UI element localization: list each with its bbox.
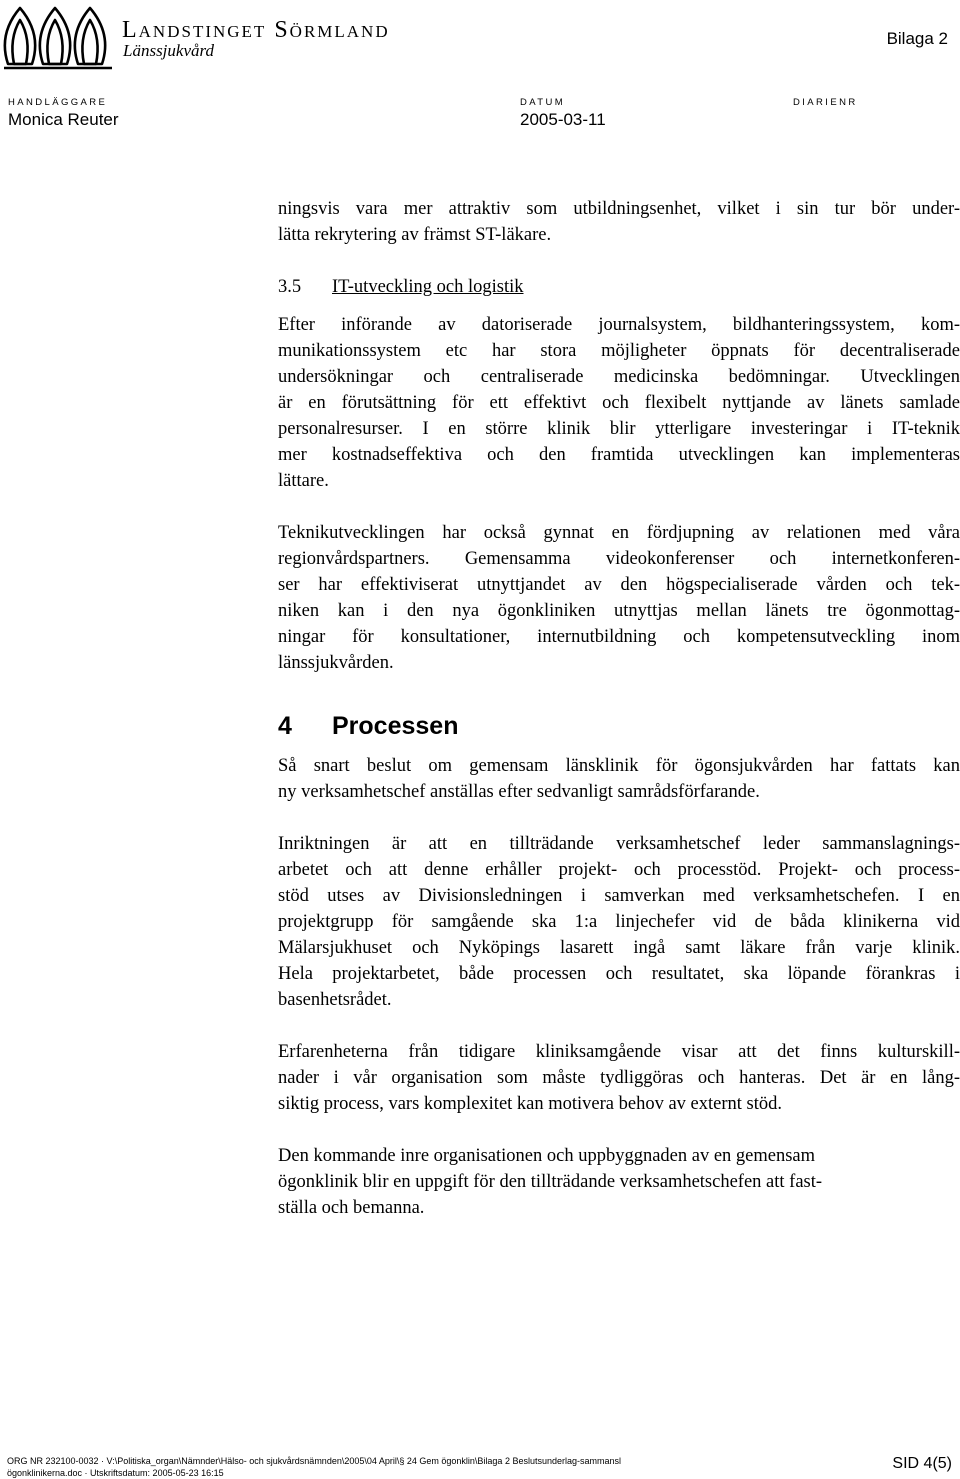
text-line: lätta rekrytering av främst ST-läkare. <box>278 225 552 245</box>
paragraph <box>278 196 960 248</box>
text-line: siktig process, vars komplexitet kan motivera behov av externt stöd. <box>278 1094 783 1114</box>
page-number: SID 4(5) <box>892 1455 952 1472</box>
text-line: ningsvis vara mer attraktiv som utbildningsenhet, vilket i sin tur bör under- <box>278 199 960 219</box>
text-line: personalresurser. I en större klinik blir ytterligare investeringar i IT-teknik <box>278 419 960 439</box>
text-line: arbetet och att denne erhåller projekt- och processtöd. Projekt- och process- <box>278 860 960 880</box>
division-name: Länssjukvård <box>123 41 214 60</box>
text-line: Hela projektarbetet, både processen och resultatet, ska löpande förankras i <box>278 964 960 984</box>
text-line: Teknikutvecklingen har också gynnat en fördjupning av relationen med våra <box>278 523 960 543</box>
handler-value: Monica Reuter <box>8 110 119 129</box>
text-line: Efter införande av datoriserade journalsystem, bildhanteringssystem, kom- <box>278 315 960 335</box>
text-line: nader i vår organisation som måste tydliggöras och hanteras. Det är en lång- <box>278 1068 960 1088</box>
text-line: Inriktningen är att en tillträdande verksamhetschef leder sammanslagnings- <box>278 834 960 854</box>
text-line: ställa och bemanna. <box>278 1198 425 1218</box>
text-line: basenhetsrådet. <box>278 990 392 1010</box>
organization-name: Landstinget Sörmland <box>122 17 390 43</box>
paragraph <box>278 520 960 676</box>
registry-label: DIARIENR <box>793 97 858 108</box>
text-line: munikationssystem etc har stora möjligheter öppnats för decentraliserade <box>278 341 960 361</box>
date-value: 2005-03-11 <box>520 110 606 129</box>
chapter-title: Processen <box>332 712 459 740</box>
chapter-heading <box>278 710 960 742</box>
text-line: Den kommande inre organisationen och uppbyggnaden av en gemensam <box>278 1146 816 1166</box>
text-line: är en förutsättning för ett effektivt och flexibelt nyttjande av länets samlade <box>278 393 960 413</box>
paragraph <box>278 1039 960 1117</box>
text-line: ny verksamhetschef anställas efter sedvanligt samrådsförfarande. <box>278 782 760 802</box>
text-line: projektgrupp för samgående ska 1:a linjechefer vid de båda klinikerna vid <box>278 912 960 932</box>
landstinget-logo <box>2 2 114 72</box>
text-line: Erfarenheterna från tidigare kliniksamgående visar att det finns kulturskill- <box>278 1042 960 1062</box>
text-line: mer kostnadseffektiva och den framtida utvecklingen kan implementeras <box>278 445 960 465</box>
paragraph <box>278 831 960 1013</box>
text-line: Så snart beslut om gemensam länsklinik för ögonsjukvården har fattats kan <box>278 756 960 776</box>
section-heading <box>278 274 960 300</box>
text-line: ser har effektiviserat utnyttjandet av den högspecialiserade vården och tek- <box>278 575 960 595</box>
text-line: ögonklinik blir en uppgift för den tillträdande verksamhetschefen att fast- <box>278 1172 823 1192</box>
paragraph <box>278 1143 960 1221</box>
chapter-number: 4 <box>278 712 292 740</box>
date-label: DATUM <box>520 97 566 108</box>
attachment-label: Bilaga 2 <box>886 29 948 48</box>
text-line: stöd utses av Divisionsledningen i samverkan med verksamhetschefen. I en <box>278 886 960 906</box>
document-body <box>278 196 960 1221</box>
text-line: undersökningar och centraliserade medicinska bedömningar. Utvecklingen <box>278 367 960 387</box>
footer-file-info <box>7 1455 621 1479</box>
text-line: länssjukvården. <box>278 653 394 673</box>
text-line: regionvårdspartners. Gemensamma videokonferenser och internetkonferen- <box>278 549 960 569</box>
text-line: Mälarsjukhuset och Nyköpings lasarett ingå samt läkare från varje klinik. <box>278 938 960 958</box>
paragraph <box>278 753 960 805</box>
text-line: ningar för konsultationer, internutbildning och kompetensutveckling inom <box>278 627 960 647</box>
handler-label: HANDLÄGGARE <box>8 97 108 108</box>
paragraph <box>278 312 960 494</box>
section-title: IT-utveckling och logistik <box>332 277 524 297</box>
footer-line: ögonklinikerna.doc · Utskriftsdatum: 2005-05-23 16:15 <box>7 1468 224 1478</box>
text-line: niken kan i den nya ögonkliniken utnyttjas mellan länets tre ögonmottag- <box>278 601 960 621</box>
text-line: lättare. <box>278 471 329 491</box>
footer-line: ORG NR 232100-0032 · V:\Politiska_organ\Nämnder\Hälso- och sjukvårdsnämnden\2005\04 April\§ 24 Gem ögonklin\Bilaga 2 Beslutsunderlag-sammansl <box>7 1456 621 1466</box>
section-number: 3.5 <box>278 277 302 297</box>
